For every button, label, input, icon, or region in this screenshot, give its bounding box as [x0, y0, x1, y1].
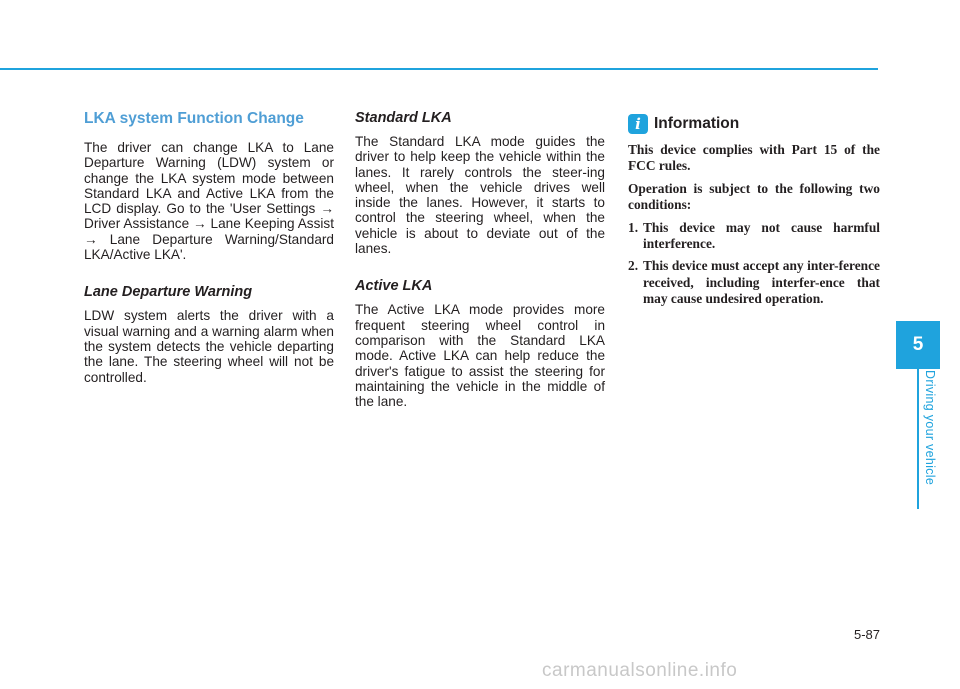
list-item-number: 1.	[628, 219, 639, 235]
information-box	[628, 110, 880, 314]
subtitle-lane-departure-warning: Lane Departure Warning	[84, 284, 253, 301]
subtitle-standard-lka: Standard LKA	[355, 110, 452, 126]
list-item-text: This device may not cause harmful interference.	[643, 219, 880, 252]
fcc-compliance-text: This device complies with Part 15 of the FCC rules.	[628, 142, 880, 174]
subtitle-active-lka: Active LKA	[355, 278, 433, 295]
page-number: 5-87	[853, 627, 880, 642]
column-middle	[355, 110, 605, 409]
information-header	[628, 114, 880, 134]
lka-change-paragraph: The driver can change LKA to Lane Departure Warning (LDW) system or change the LKA system mode between Standard LKA and Active LKA from the LCD display. Go to the 'User Settings → Driver Assistance → Lane Keeping Assist → Lane Departure Warning/Standard LKA/Active LKA'.	[84, 140, 334, 263]
watermark: carmanualsonline.info	[542, 660, 738, 681]
active-lka-paragraph: The Active LKA mode provides more frequent steering wheel control in comparison with the Standard LKA mode. Active LKA can help reduce the driver's fatigue to assist the steering for maintaining the vehicle in the middle of the lane.	[355, 302, 605, 410]
standard-lka-paragraph: The Standard LKA mode guides the driver to help keep the vehicle within the lanes. It rarely controls the steer-ing wheel, when the vehicle drives well inside the lanes. However, it starts to control the steering wheel, when the vehicle is about to deviate out of the lanes.	[355, 134, 605, 257]
column-left	[84, 110, 334, 385]
list-item	[628, 258, 880, 307]
section-title-lka-function-change: LKA system Function Change	[84, 110, 304, 127]
fcc-conditions-list	[628, 220, 880, 308]
list-item-text: This device must accept any inter-ference received, including interfer-ence that may cause undesired operation.	[643, 258, 880, 307]
fcc-conditions-text: Operation is subject to the following two conditions:	[628, 180, 880, 213]
information-label: Information	[654, 115, 740, 132]
header-rule	[0, 68, 878, 70]
information-icon: i	[628, 114, 648, 134]
chapter-side-rule	[917, 369, 919, 509]
ldw-paragraph: LDW system alerts the driver with a visual warning and a warning alarm when the system detects the vehicle departing the lane. The steering wheel will not be controlled.	[84, 308, 334, 385]
chapter-number-tab: 5	[896, 321, 940, 369]
list-item-number: 2.	[628, 258, 639, 274]
chapter-name: Driving your vehicle	[923, 370, 937, 486]
list-item	[628, 220, 880, 253]
